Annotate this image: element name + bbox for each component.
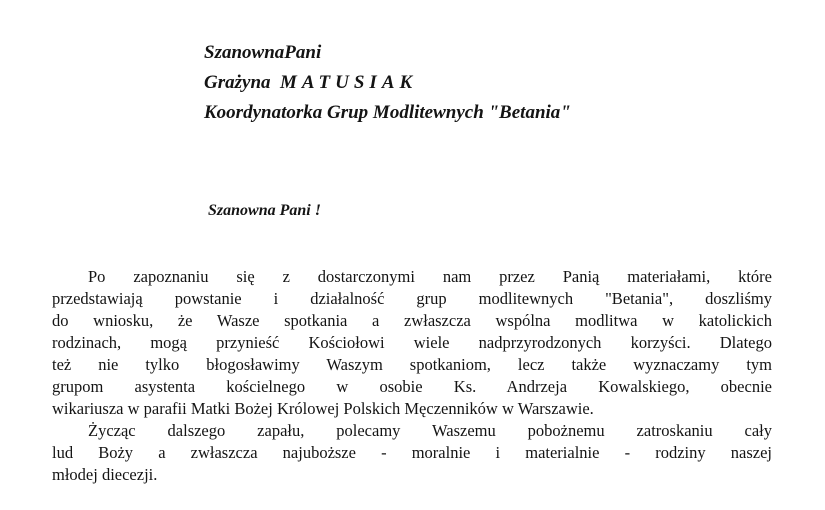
addressee-block	[204, 38, 571, 128]
paragraph-1-line: Po zapoznaniu się z dostarczonymi nam przez Panią materiałami, które	[88, 267, 772, 286]
addressee-title: SzanownaPani	[204, 42, 322, 63]
paragraph-1-line: przedstawiają powstanie i działalność grup modlitewnych "Betania", doszliśmy	[52, 289, 772, 308]
addressee-last-name: MATUSIAK	[280, 72, 418, 93]
paragraph-2-line: lud Boży a zwłaszcza najuboższe - moralnie i materialnie - rodziny naszej	[52, 443, 772, 462]
paragraph-1-line: grupom asystenta kościelnego w osobie Ks. Andrzeja Kowalskiego, obecnie	[52, 377, 772, 396]
paragraph-1-line: też nie tylko błogosławimy Waszym spotkaniom, lecz także wyznaczamy tym	[52, 355, 772, 374]
paragraph-1-line: rodzinach, mogą przynieść Kościołowi wiele nadprzyrodzonych korzyści. Dlatego	[52, 333, 772, 352]
paragraph-2-line: Życząc dalszego zapału, polecamy Waszemu pobożnemu zatroskaniu cały	[88, 421, 772, 440]
addressee-name	[204, 68, 571, 98]
letter-body	[52, 266, 772, 486]
addressee-role: Koordynatorka Grup Modlitewnych "Betania"	[204, 102, 571, 123]
salutation: Szanowna Pani !	[208, 202, 321, 219]
paragraph-1-line: wikariusza w parafii Matki Bożej Królowej Polskich Męczenników w Warszawie.	[52, 399, 594, 418]
addressee-first-name: Grażyna	[204, 72, 271, 93]
paragraph-1-line: do wniosku, że Wasze spotkania a zwłaszcza wspólna modlitwa w katolickich	[52, 311, 772, 330]
paragraph-2-line: młodej diecezji.	[52, 465, 158, 484]
